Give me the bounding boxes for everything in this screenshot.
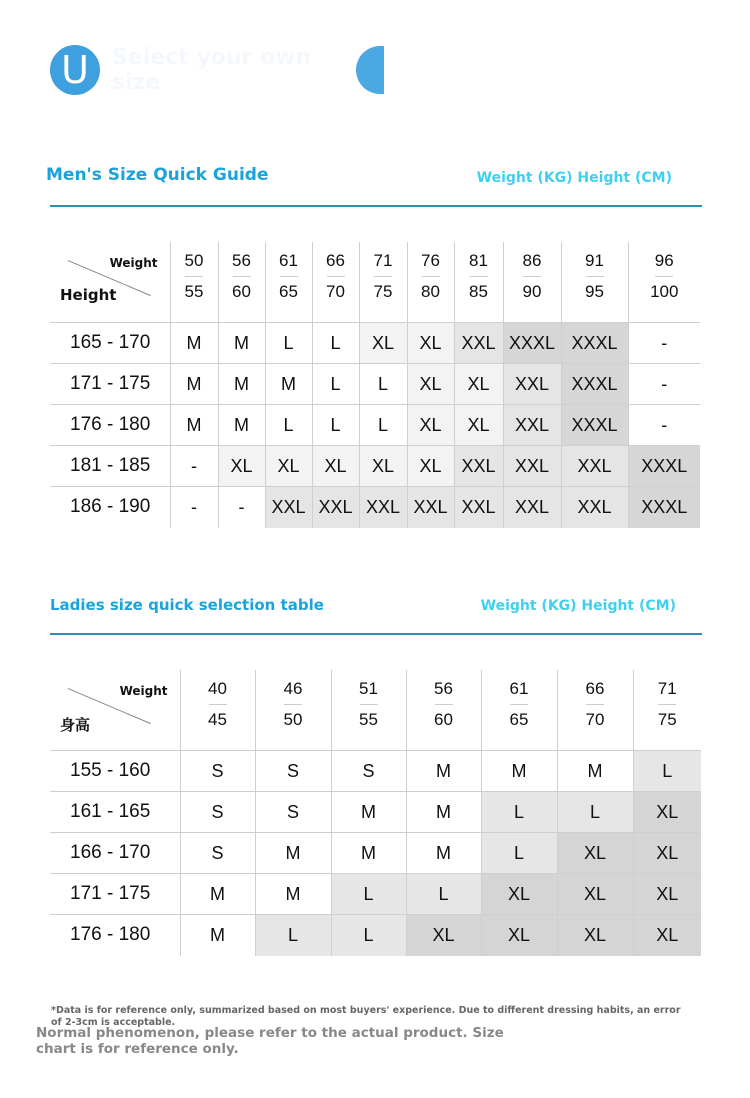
size-cell: XXL — [359, 487, 407, 528]
brand-logo-icon: U — [50, 45, 100, 95]
table-row — [50, 364, 700, 405]
range-divider — [280, 276, 298, 277]
size-cell: M — [406, 833, 481, 874]
size-cell: M — [180, 874, 255, 915]
weight-column-header — [481, 670, 557, 751]
size-cell: XL — [407, 364, 454, 405]
table-row — [50, 323, 700, 364]
range-divider — [284, 704, 302, 705]
size-cell: M — [557, 751, 633, 792]
weight-from: 91 — [585, 251, 604, 270]
size-cell: XL — [359, 323, 407, 364]
size-cell: XXL — [312, 487, 359, 528]
size-cell: XXL — [561, 487, 628, 528]
weight-column-header — [503, 242, 561, 323]
weight-column-header — [218, 242, 265, 323]
weight-column-header — [406, 670, 481, 751]
size-cell: XXL — [454, 323, 503, 364]
weight-column-header — [359, 242, 407, 323]
mens-units: Weight (KG) Height (CM) — [476, 170, 672, 186]
range-divider — [658, 704, 676, 705]
size-cell: M — [170, 364, 218, 405]
weight-to: 70 — [585, 710, 605, 729]
size-cell: S — [331, 751, 406, 792]
weight-from: 86 — [522, 251, 542, 270]
size-cell: - — [218, 487, 265, 528]
size-cell: XXL — [407, 487, 454, 528]
height-range-label: 166 - 170 — [50, 833, 180, 874]
weight-to: 75 — [657, 710, 677, 729]
size-cell: - — [628, 323, 700, 364]
size-cell: L — [481, 833, 557, 874]
height-range-label: 176 - 180 — [70, 924, 151, 946]
ladies-units: Weight (KG) Height (CM) — [480, 598, 676, 614]
size-cell: XL — [633, 915, 701, 956]
size-cell: L — [312, 405, 359, 446]
size-cell: XXL — [503, 364, 561, 405]
reference-note: Normal phenomenon, please refer to the actual product. Size chart is for reference only. — [36, 1025, 504, 1057]
corner-weight-label: Weight — [119, 684, 168, 698]
range-divider — [470, 276, 488, 277]
size-cell: S — [180, 751, 255, 792]
weight-to: 80 — [421, 282, 440, 301]
size-cell: M — [218, 405, 265, 446]
size-cell: XL — [481, 915, 557, 956]
size-cell: L — [481, 792, 557, 833]
size-cell: M — [255, 874, 331, 915]
header-row — [50, 670, 701, 751]
size-cell: - — [628, 364, 700, 405]
ladies-size-table — [50, 670, 701, 956]
size-cell: XXL — [503, 446, 561, 487]
size-cell: - — [170, 446, 218, 487]
range-divider — [510, 704, 528, 705]
weight-column-header — [255, 670, 331, 751]
ladies-title: Ladies size quick selection table — [50, 596, 324, 614]
size-cell: XL — [218, 446, 265, 487]
size-cell: M — [406, 792, 481, 833]
size-cell: M — [170, 405, 218, 446]
height-range-label: 176 - 180 — [50, 405, 170, 446]
size-cell: M — [331, 833, 406, 874]
size-cell: XL — [454, 364, 503, 405]
weight-to: 65 — [509, 710, 529, 729]
size-cell: XL — [359, 446, 407, 487]
weight-column-header — [628, 242, 700, 323]
weight-to: 100 — [650, 282, 679, 301]
size-cell: XL — [633, 792, 701, 833]
weight-column-header — [557, 670, 633, 751]
weight-column-header — [633, 670, 701, 751]
weight-to: 90 — [522, 282, 542, 301]
height-range-label: 186 - 190 — [70, 496, 151, 518]
weight-column-header — [454, 242, 503, 323]
ladies-section-header — [50, 593, 702, 639]
range-divider — [209, 704, 227, 705]
size-cell: XL — [407, 446, 454, 487]
size-cell: XL — [407, 405, 454, 446]
size-cell: - — [628, 405, 700, 446]
size-cell: M — [218, 364, 265, 405]
size-cell: L — [265, 405, 312, 446]
size-cell: M — [481, 751, 557, 792]
size-cell: XXXL — [561, 364, 628, 405]
height-range-label: 181 - 185 — [50, 446, 170, 487]
size-cell: S — [180, 792, 255, 833]
size-cell: L — [633, 751, 701, 792]
table-row — [50, 833, 701, 874]
weight-to: 95 — [585, 282, 604, 301]
size-cell: S — [180, 833, 255, 874]
table-row — [50, 405, 700, 446]
weight-to: 60 — [434, 710, 453, 729]
size-cell: M — [265, 364, 312, 405]
weight-from: 76 — [421, 251, 440, 270]
range-divider — [422, 276, 440, 277]
weight-to: 65 — [279, 282, 298, 301]
weight-from: 71 — [657, 679, 677, 698]
weight-to: 75 — [373, 282, 393, 301]
weight-from: 46 — [283, 679, 303, 698]
table-row — [50, 874, 701, 915]
weight-from: 66 — [585, 679, 605, 698]
size-cell: L — [557, 792, 633, 833]
weight-to: 45 — [208, 710, 227, 729]
mens-title: Men's Size Quick Guide — [46, 165, 269, 185]
mens-section-header — [46, 163, 702, 209]
size-cell: XXL — [503, 405, 561, 446]
size-cell: L — [255, 915, 331, 956]
range-divider — [374, 276, 392, 277]
size-cell: L — [331, 915, 406, 956]
range-divider — [435, 704, 453, 705]
size-cell: L — [331, 874, 406, 915]
range-divider — [655, 276, 673, 277]
range-divider — [327, 276, 345, 277]
corner-cell — [50, 670, 180, 751]
weight-from: 66 — [326, 251, 345, 270]
size-cell: L — [312, 364, 359, 405]
size-cell: S — [255, 792, 331, 833]
range-divider — [523, 276, 541, 277]
weight-column-header — [180, 670, 255, 751]
size-cell: XL — [557, 833, 633, 874]
disclaimer-note: *Data is for reference only, summarized based on most buyers' experience. Due to different dressing habits, an error of 2-3cm is acceptable. — [51, 1005, 681, 1028]
range-divider — [233, 276, 251, 277]
size-cell: XL — [312, 446, 359, 487]
size-cell: XXL — [265, 487, 312, 528]
weight-column-header — [331, 670, 406, 751]
size-cell: XXL — [561, 446, 628, 487]
size-cell: - — [170, 487, 218, 528]
mens-divider — [50, 205, 702, 207]
size-cell: M — [331, 792, 406, 833]
size-cell: XXXL — [503, 323, 561, 364]
size-cell: XXXL — [561, 323, 628, 364]
size-cell: XL — [633, 874, 701, 915]
size-cell: XL — [557, 915, 633, 956]
range-divider — [185, 276, 203, 277]
weight-to: 55 — [359, 710, 378, 729]
header-row — [50, 242, 700, 323]
weight-column-header — [265, 242, 312, 323]
table-row — [50, 792, 701, 833]
weight-from: 56 — [232, 251, 251, 270]
weight-to: 55 — [184, 282, 204, 301]
weight-column-header — [561, 242, 628, 323]
height-range-label: 171 - 175 — [50, 364, 170, 405]
weight-from: 56 — [434, 679, 453, 698]
size-cell: XL — [454, 405, 503, 446]
brand-header — [50, 45, 332, 95]
size-cell: L — [359, 364, 407, 405]
size-cell: S — [255, 751, 331, 792]
size-cell: L — [312, 323, 359, 364]
size-cell: XXXL — [628, 487, 700, 528]
size-cell: L — [406, 874, 481, 915]
size-cell: XL — [407, 323, 454, 364]
weight-from: 40 — [208, 679, 227, 698]
range-divider — [586, 704, 604, 705]
mens-size-table — [50, 242, 700, 528]
brand-pill-decoration — [356, 46, 384, 94]
corner-height-label: Height — [60, 286, 117, 304]
weight-from: 61 — [509, 679, 529, 698]
size-cell: XXXL — [561, 405, 628, 446]
height-range-label: 161 - 165 — [50, 792, 180, 833]
weight-to: 70 — [326, 282, 345, 301]
weight-column-header — [407, 242, 454, 323]
weight-from: 50 — [184, 251, 204, 270]
corner-weight-label: Weight — [109, 256, 158, 270]
weight-to: 85 — [469, 282, 488, 301]
weight-to: 50 — [283, 710, 303, 729]
table-row — [50, 751, 701, 792]
size-cell: XL — [265, 446, 312, 487]
range-divider — [586, 276, 604, 277]
table-row — [50, 915, 701, 956]
size-cell: L — [265, 323, 312, 364]
table-row — [50, 487, 700, 528]
weight-from: 71 — [373, 251, 393, 270]
size-cell: XXL — [503, 487, 561, 528]
size-cell: L — [359, 405, 407, 446]
size-cell: XXXL — [628, 446, 700, 487]
height-range-label: 155 - 160 — [50, 751, 180, 792]
size-cell: M — [170, 323, 218, 364]
size-cell: XXL — [454, 487, 503, 528]
range-divider — [360, 704, 378, 705]
weight-from: 61 — [279, 251, 298, 270]
corner-height-label: 身高 — [60, 716, 91, 734]
size-cell: XL — [481, 874, 557, 915]
height-range-label: 171 - 175 — [50, 874, 180, 915]
size-cell: XXL — [454, 446, 503, 487]
weight-from: 96 — [654, 251, 674, 270]
brand-title: Select your own size — [112, 45, 312, 95]
weight-from: 51 — [359, 679, 378, 698]
size-cell: M — [180, 915, 255, 956]
size-cell: XL — [406, 915, 481, 956]
height-range-label: 165 - 170 — [50, 323, 170, 364]
size-cell: M — [255, 833, 331, 874]
ladies-divider — [50, 633, 702, 635]
weight-column-header — [170, 242, 218, 323]
weight-to: 60 — [232, 282, 251, 301]
corner-cell — [50, 242, 170, 323]
size-cell: XL — [557, 874, 633, 915]
size-cell: XL — [633, 833, 701, 874]
table-row — [50, 446, 700, 487]
weight-from: 81 — [469, 251, 488, 270]
size-cell: M — [406, 751, 481, 792]
size-cell: M — [218, 323, 265, 364]
weight-column-header — [312, 242, 359, 323]
